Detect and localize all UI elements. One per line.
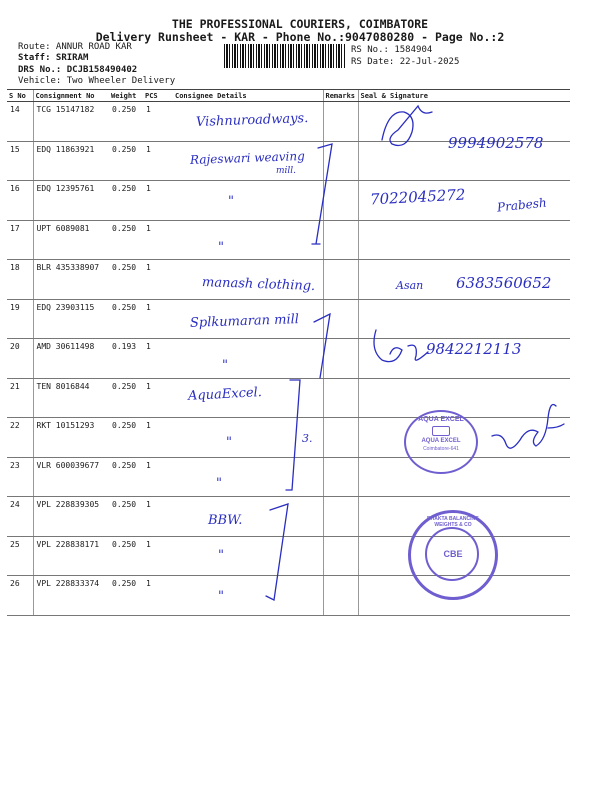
row-weight: 0.250 [109, 457, 143, 497]
aqua-logo-icon [432, 426, 450, 436]
row-sno: 23 [7, 457, 33, 497]
bracket-24-26 [266, 504, 288, 600]
row-weight: 0.250 [109, 141, 143, 181]
hw-ditto-17: " [218, 240, 224, 255]
hw-ditto-25: " [218, 548, 224, 563]
row-consignment: EDQ 11863921 [33, 141, 109, 181]
staff: Staff: SRIRAM [18, 53, 89, 63]
row-pcs: 1 [143, 536, 173, 576]
rs-date: RS Date: 22-Jul-2025 [351, 57, 460, 67]
hw-sign-16: Prabesh [496, 195, 548, 215]
row-consignment: AMD 30611498 [33, 339, 109, 379]
row-weight: 0.250 [109, 102, 143, 142]
row-pcs: 1 [143, 457, 173, 497]
row-consignment: UPT 6089081 [33, 220, 109, 260]
col-seal-signature: Seal & Signature [358, 90, 570, 102]
aqua-stamp-mid: AQUA EXCEL [421, 438, 461, 444]
bracket-19-20 [314, 314, 330, 378]
signature-22 [492, 405, 564, 449]
hw-consignee-24: BBW. [208, 513, 243, 528]
col-pcs: PCS [143, 90, 173, 102]
row-sno: 24 [7, 497, 33, 537]
col-weight: Weight [109, 90, 143, 102]
row-pcs: 1 [143, 220, 173, 260]
row-weight: 0.250 [109, 260, 143, 300]
row-weight: 0.193 [109, 339, 143, 379]
hw-ditto-22: " [226, 435, 232, 450]
row-weight: 0.250 [109, 181, 143, 221]
runsheet-subtitle: Delivery Runsheet - KAR - Phone No.:9047080280 - Page No.:2 [95, 30, 505, 44]
aqua-stamp-top: AQUA EXCEL [418, 416, 464, 423]
row-consignment: EDQ 12395761 [33, 181, 109, 221]
row-consignment: RKT 10151293 [33, 418, 109, 458]
row-sno: 14 [7, 102, 33, 142]
hw-consignee-15: Rajeswari weaving [189, 149, 306, 167]
signature-14 [382, 106, 432, 146]
hw-ditto-16: " [228, 194, 234, 209]
row-pcs: 1 [143, 102, 173, 142]
col-consignee: Consignee Details [173, 90, 323, 102]
bbw-stamp [408, 510, 498, 600]
row-consignment: BLR 435338907 [33, 260, 109, 300]
hw-consignee-15-sub: mill. [276, 166, 297, 176]
hw-sign-18: Asan [396, 279, 424, 292]
aqua-excel-stamp [404, 410, 478, 474]
hw-phone-20: 9842212113 [426, 340, 522, 358]
row-sno: 22 [7, 418, 33, 458]
row-pcs: 1 [143, 378, 173, 418]
vehicle: Vehicle: Two Wheeler Delivery [18, 76, 176, 86]
row-consignment: VPL 228839305 [33, 497, 109, 537]
row-sno: 26 [7, 576, 33, 616]
row-weight: 0.250 [109, 536, 143, 576]
hw-consignee-21: AquaExcel. [187, 385, 263, 404]
row-pcs: 1 [143, 260, 173, 300]
row-pcs: 1 [143, 141, 173, 181]
row-consignment: VPL 228833374 [33, 576, 109, 616]
row-consignment: EDQ 23903115 [33, 299, 109, 339]
row-pcs: 1 [143, 181, 173, 221]
row-sno: 21 [7, 378, 33, 418]
hw-phone-14: 9994902578 [448, 134, 544, 152]
row-weight: 0.250 [109, 220, 143, 260]
aqua-stamp-bottom: Coimbatore-641 [423, 446, 459, 452]
hw-ditto-20: " [222, 358, 228, 373]
row-sno: 17 [7, 220, 33, 260]
row-sno: 25 [7, 536, 33, 576]
bbw-stamp-outer: BHAKTA BALANCING WEIGHTS & CO [427, 516, 479, 528]
col-sno: S No [7, 90, 33, 102]
row-pcs: 1 [143, 418, 173, 458]
signature-20 [374, 330, 428, 362]
row-pcs: 1 [143, 576, 173, 616]
row-consignment: TCG 15147182 [33, 102, 109, 142]
row-sno: 18 [7, 260, 33, 300]
row-pcs: 1 [143, 339, 173, 379]
row-weight: 0.250 [109, 497, 143, 537]
row-sno: 20 [7, 339, 33, 379]
row-sno: 15 [7, 141, 33, 181]
bracket-15-16 [312, 144, 332, 244]
col-consignment: Consignment No [33, 90, 109, 102]
route: Route: ANNUR ROAD KAR [18, 42, 132, 52]
row-weight: 0.250 [109, 418, 143, 458]
drs-number: DRS No.: DCJB158490402 [18, 65, 138, 75]
row-weight: 0.250 [109, 576, 143, 616]
hw-phone-16: 7022045272 [369, 185, 466, 209]
row-consignment: VLR 600039677 [33, 457, 109, 497]
hw-consignee-18: manash clothing. [201, 275, 316, 294]
bbw-stamp-center: CBE [443, 549, 463, 559]
row-sno: 16 [7, 181, 33, 221]
row-consignment: TEN 8016844 [33, 378, 109, 418]
rs-number: RS No.: 1584904 [351, 45, 433, 55]
row-sno: 19 [7, 299, 33, 339]
company-title: THE PROFESSIONAL COURIERS, COIMBATORE [171, 17, 429, 31]
row-consignment: VPL 228838171 [33, 536, 109, 576]
row-pcs: 1 [143, 497, 173, 537]
row-weight: 0.250 [109, 299, 143, 339]
hw-consignee-14: Vishnuroadways. [195, 111, 309, 130]
hw-count-22: 3. [302, 432, 313, 445]
col-remarks: Remarks [323, 90, 358, 102]
bracket-21-23 [286, 380, 300, 490]
row-pcs: 1 [143, 299, 173, 339]
row-weight: 0.250 [109, 378, 143, 418]
hw-consignee-19: Splkumaran mill [189, 312, 300, 331]
hw-ditto-26: " [218, 589, 224, 604]
hw-phone-18: 6383560652 [456, 274, 552, 292]
hw-ditto-23: " [216, 476, 222, 491]
